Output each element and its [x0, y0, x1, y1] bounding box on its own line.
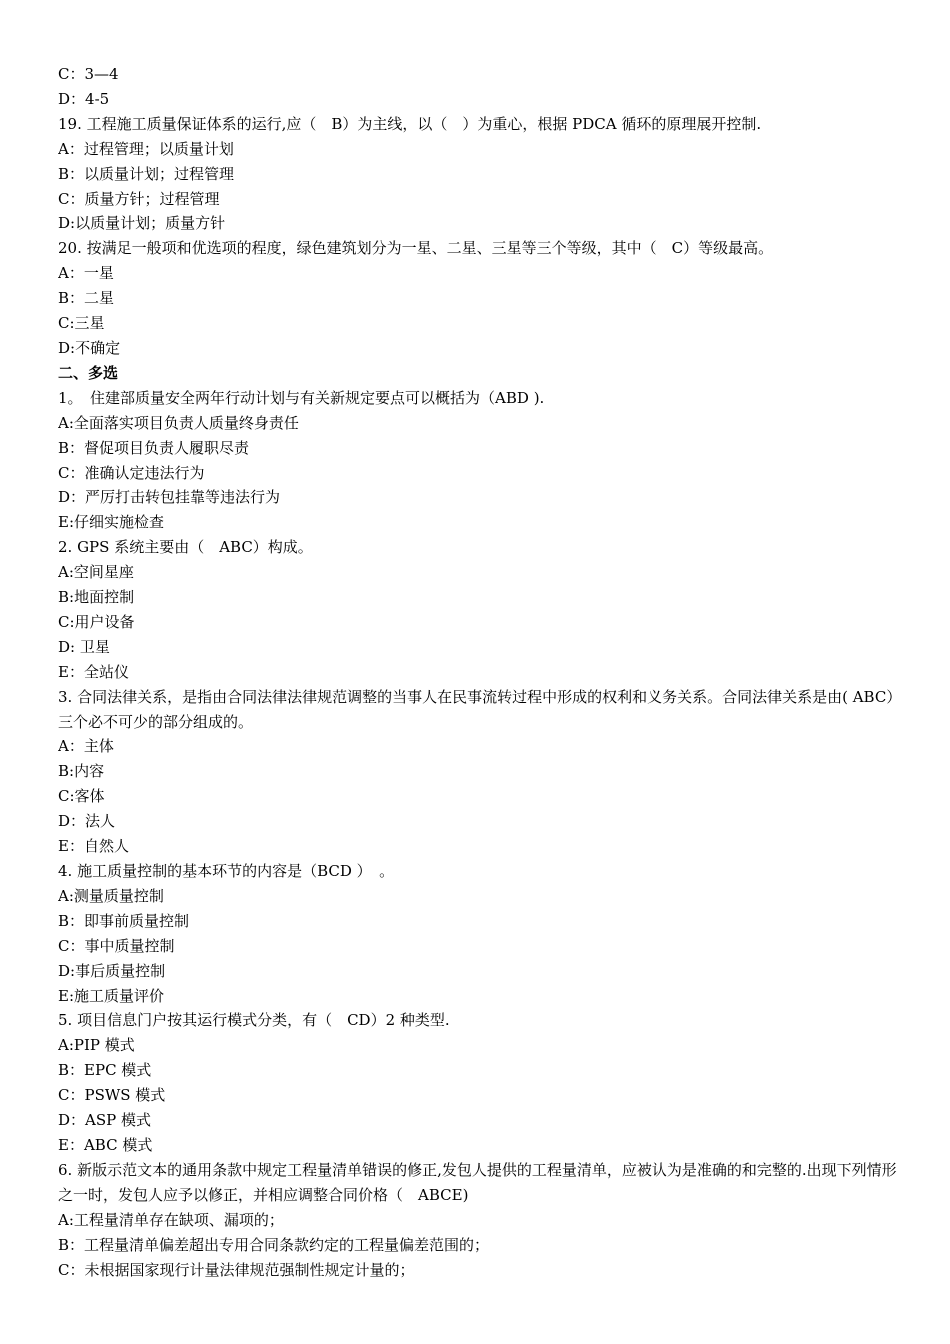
mc5-option-d: D：ASP 模式	[58, 1111, 151, 1130]
q20-option-b: B：二星	[58, 289, 115, 308]
q19-option-a: A：过程管理；以质量计划	[58, 139, 234, 158]
mc-question-4: 4. 施工质量控制的基本环节的内容是（BCD ） 。	[58, 862, 395, 880]
mc2-option-b: B:地面控制	[58, 588, 135, 607]
mc3-option-c: C:客体	[58, 787, 105, 806]
q19-option-c: C：质量方针；过程管理	[58, 189, 220, 208]
mc6-option-a: A:工程量清单存在缺项、漏项的；	[58, 1210, 284, 1229]
mc4-option-e: E:施工质量评价	[58, 986, 165, 1005]
mc5-option-c: C：PSWS 模式	[58, 1086, 166, 1105]
mc3-option-d: D：法人	[58, 812, 116, 831]
mc2-option-c: C:用户设备	[58, 612, 135, 631]
mc1-option-b: B：督促项目负责人履职尽责	[58, 438, 250, 457]
mc1-option-e: E:仔细实施检查	[58, 513, 165, 532]
question-20: 20. 按满足一般项和优选项的程度，绿色建筑划分为一星、二星、三星等三个等级，其中（ C）等级最高。	[58, 239, 774, 258]
mc5-option-e: E：ABC 模式	[58, 1135, 153, 1154]
q19-option-b: B：以质量计划；过程管理	[58, 164, 235, 183]
section-heading-multiple-choice: 二、多选	[58, 363, 119, 382]
mc-question-5: 5. 项目信息门户按其运行模式分类，有（ CD）2 种类型.	[58, 1011, 450, 1030]
mc6-option-b: B：工程量清单偏差超出专用合同条款约定的工程量偏差范围的；	[58, 1235, 490, 1254]
mc-question-1: 1。 住建部质量安全两年行动计划与有关新规定要点可以概括为（ABD ).	[58, 388, 545, 407]
mc3-option-e: E：自然人	[58, 837, 129, 856]
mc2-option-d: D: 卫星	[58, 637, 110, 656]
mc2-option-e: E：全站仪	[58, 662, 129, 681]
mc3-option-b: B:内容	[58, 762, 105, 781]
q20-option-c: C:三星	[58, 314, 105, 333]
q19-option-d: D:以质量计划；质量方针	[58, 214, 226, 233]
option-c-prev: C：3—4	[58, 65, 119, 83]
mc1-option-a: A:全面落实项目负责人质量终身责任	[58, 413, 299, 432]
mc-question-6: 6. 新版示范文本的通用条款中规定工程量清单错误的修正,发包人提供的工程量清单，应被认为是准确的和完整的.出现下列情形之一时，发包人应予以修正，并相应调整合同价格（ ABCE)	[58, 1160, 897, 1204]
mc4-option-d: D:事后质量控制	[58, 961, 166, 980]
mc-question-3: 3. 合同法律关系，是指由合同法律法律规范调整的当事人在民事流转过程中形成的权利和义务关系。合同法律关系是由( ABC） 三个必不可少的部分组成的。	[58, 687, 909, 731]
mc3-option-a: A：主体	[58, 737, 114, 756]
q20-option-d: D:不确定	[58, 338, 121, 357]
mc4-option-b: B：即事前质量控制	[58, 911, 190, 930]
mc4-option-c: C：事中质量控制	[58, 936, 175, 955]
mc1-option-c: C：准确认定违法行为	[58, 463, 205, 482]
question-19: 19. 工程施工质量保证体系的运行,应（ B）为主线，以（ ）为重心，根据 PDCA 循环的原理展开控制.	[58, 114, 762, 133]
option-d-prev: D：4-5	[58, 89, 110, 108]
mc6-option-c: C：未根据国家现行计量法律规范强制性规定计量的；	[58, 1260, 415, 1279]
mc5-option-b: B：EPC 模式	[58, 1061, 152, 1080]
q20-option-a: A：一星	[58, 264, 114, 283]
mc1-option-d: D：严厉打击转包挂靠等违法行为	[58, 488, 281, 507]
document-page	[58, 62, 909, 1282]
mc2-option-a: A:空间星座	[58, 563, 134, 582]
mc4-option-a: A:测量质量控制	[58, 886, 164, 905]
mc-question-2: 2. GPS 系统主要由（ ABC）构成。	[58, 538, 313, 557]
mc5-option-a: A:PIP 模式	[58, 1036, 135, 1055]
